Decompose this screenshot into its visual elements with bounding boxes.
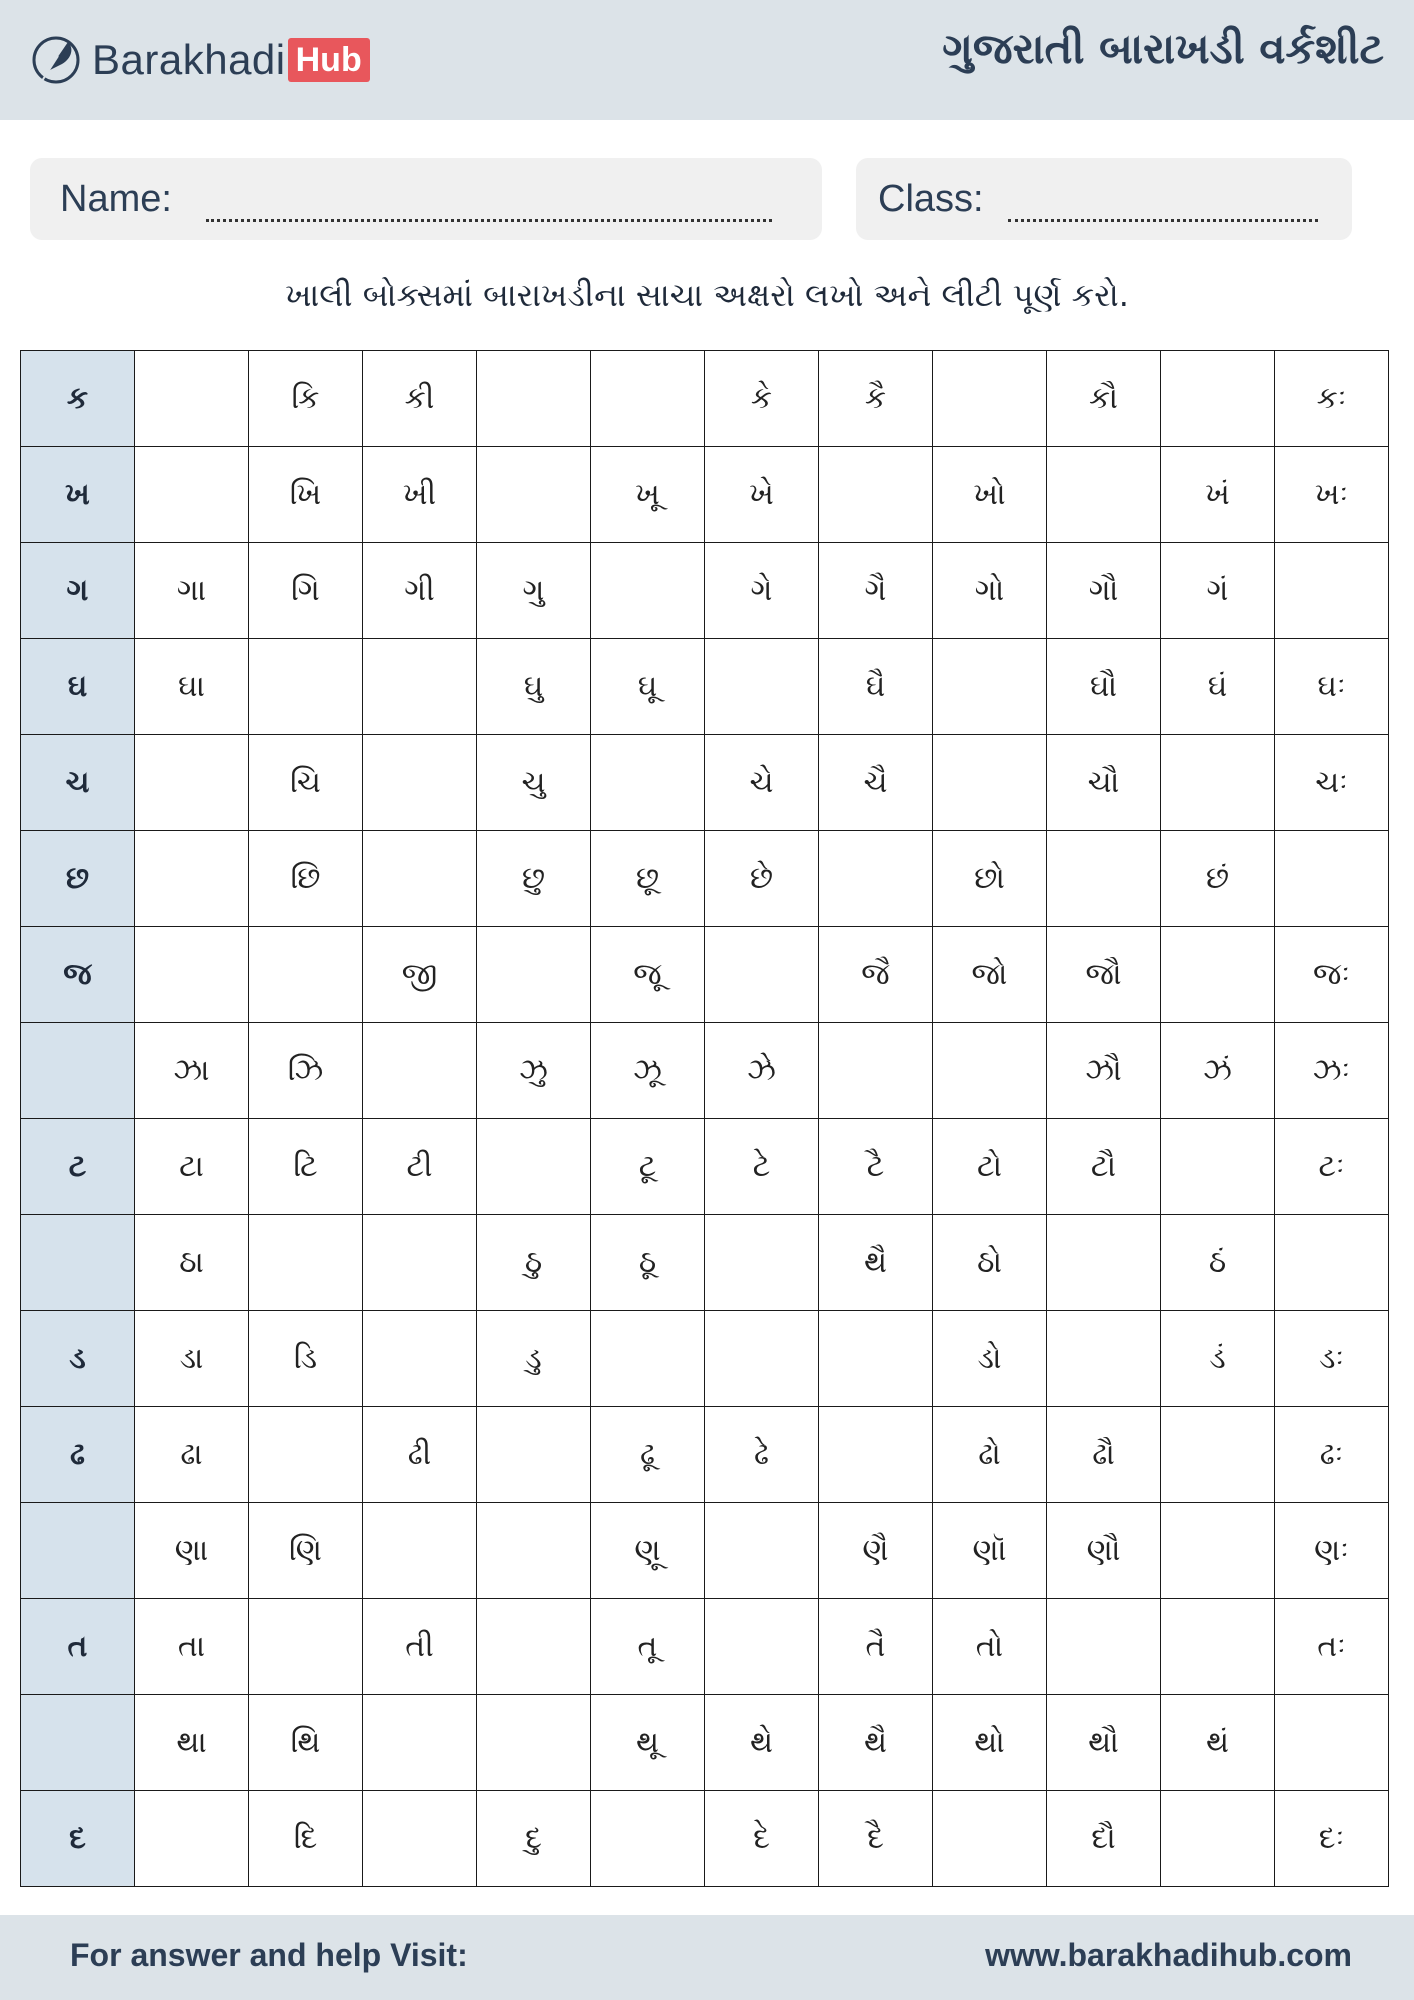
row-consonant-header: ટ bbox=[21, 1119, 135, 1215]
filled-cell: ણૈ bbox=[819, 1503, 933, 1599]
filled-cell: જો bbox=[933, 927, 1047, 1023]
filled-cell: કી bbox=[363, 351, 477, 447]
blank-answer-cell[interactable] bbox=[591, 351, 705, 447]
filled-cell: ણા bbox=[135, 1503, 249, 1599]
blank-answer-cell[interactable] bbox=[1161, 1599, 1275, 1695]
filled-cell: ઘૈ bbox=[819, 639, 933, 735]
footer-help-text: For answer and help Visit: bbox=[70, 1937, 468, 1973]
filled-cell: ચિ bbox=[249, 735, 363, 831]
filled-cell: ગા bbox=[135, 543, 249, 639]
blank-answer-cell[interactable] bbox=[477, 351, 591, 447]
grid-row bbox=[21, 1695, 1389, 1791]
filled-cell: ઝૂ bbox=[591, 1023, 705, 1119]
filled-cell: ઝઃ bbox=[1275, 1023, 1389, 1119]
instruction-text: ખાલી બોક્સમાં બારાખડીના સાચા અક્ષરો લખો અને લીટી પૂર્ણ કરો. bbox=[285, 276, 1129, 314]
filled-cell: દે bbox=[705, 1791, 819, 1887]
filled-cell: ગૌ bbox=[1047, 543, 1161, 639]
filled-cell: જૂ bbox=[591, 927, 705, 1023]
class-field[interactable] bbox=[856, 158, 1352, 240]
blank-answer-cell[interactable] bbox=[135, 351, 249, 447]
blank-answer-cell[interactable] bbox=[477, 1695, 591, 1791]
filled-cell: જઃ bbox=[1275, 927, 1389, 1023]
filled-cell: તો bbox=[933, 1599, 1047, 1695]
row-consonant-header: ડ bbox=[21, 1311, 135, 1407]
blank-answer-cell[interactable] bbox=[1275, 831, 1389, 927]
filled-cell: ખૂ bbox=[591, 447, 705, 543]
blank-answer-cell[interactable] bbox=[135, 1791, 249, 1887]
blank-answer-cell[interactable] bbox=[705, 1599, 819, 1695]
filled-cell: ખં bbox=[1161, 447, 1275, 543]
filled-cell: ઝા bbox=[135, 1023, 249, 1119]
filled-cell: ખિ bbox=[249, 447, 363, 543]
blank-answer-cell[interactable] bbox=[819, 1023, 933, 1119]
filled-cell: કઃ bbox=[1275, 351, 1389, 447]
row-consonant-header: ઢ bbox=[21, 1407, 135, 1503]
filled-cell: ગુ bbox=[477, 543, 591, 639]
filled-cell: ઠો bbox=[933, 1215, 1047, 1311]
filled-cell: ઢી bbox=[363, 1407, 477, 1503]
blank-answer-cell[interactable] bbox=[363, 1215, 477, 1311]
grid-row bbox=[21, 1119, 1389, 1215]
filled-cell: ચઃ bbox=[1275, 735, 1389, 831]
filled-cell: ઘં bbox=[1161, 639, 1275, 735]
blank-answer-cell[interactable] bbox=[477, 1599, 591, 1695]
filled-cell: ઝે bbox=[705, 1023, 819, 1119]
grid-row bbox=[21, 447, 1389, 543]
logo[interactable] bbox=[28, 26, 370, 94]
blank-answer-cell[interactable] bbox=[135, 927, 249, 1023]
blank-answer-cell[interactable] bbox=[363, 1023, 477, 1119]
header-bar bbox=[0, 0, 1414, 120]
filled-cell: છં bbox=[1161, 831, 1275, 927]
filled-cell: તી bbox=[363, 1599, 477, 1695]
row-consonant-header bbox=[21, 1023, 135, 1119]
blank-answer-cell[interactable] bbox=[135, 831, 249, 927]
blank-answer-cell[interactable] bbox=[1047, 831, 1161, 927]
filled-cell: દૌ bbox=[1047, 1791, 1161, 1887]
filled-cell: ચુ bbox=[477, 735, 591, 831]
filled-cell: કૈ bbox=[819, 351, 933, 447]
grid-row bbox=[21, 639, 1389, 735]
grid-row bbox=[21, 735, 1389, 831]
filled-cell: ગો bbox=[933, 543, 1047, 639]
blank-answer-cell[interactable] bbox=[591, 543, 705, 639]
blank-answer-cell[interactable] bbox=[249, 1599, 363, 1695]
filled-cell: તા bbox=[135, 1599, 249, 1695]
filled-cell: ટૂ bbox=[591, 1119, 705, 1215]
filled-cell: ડિ bbox=[249, 1311, 363, 1407]
filled-cell: થૈ bbox=[819, 1215, 933, 1311]
filled-cell: છે bbox=[705, 831, 819, 927]
filled-cell: ખો bbox=[933, 447, 1047, 543]
filled-cell: ગૈ bbox=[819, 543, 933, 639]
blank-answer-cell[interactable] bbox=[933, 1791, 1047, 1887]
blank-answer-cell[interactable] bbox=[135, 447, 249, 543]
row-consonant-header bbox=[21, 1215, 135, 1311]
filled-cell: દઃ bbox=[1275, 1791, 1389, 1887]
blank-answer-cell[interactable] bbox=[705, 1311, 819, 1407]
blank-answer-cell[interactable] bbox=[933, 351, 1047, 447]
filled-cell: ઘૂ bbox=[591, 639, 705, 735]
blank-answer-cell[interactable] bbox=[1161, 927, 1275, 1023]
filled-cell: થા bbox=[135, 1695, 249, 1791]
filled-cell: ઠા bbox=[135, 1215, 249, 1311]
blank-answer-cell[interactable] bbox=[1275, 543, 1389, 639]
filled-cell: ડં bbox=[1161, 1311, 1275, 1407]
blank-answer-cell[interactable] bbox=[933, 639, 1047, 735]
grid-row bbox=[21, 1407, 1389, 1503]
filled-cell: દૈ bbox=[819, 1791, 933, 1887]
filled-cell: ટે bbox=[705, 1119, 819, 1215]
blank-answer-cell[interactable] bbox=[705, 1215, 819, 1311]
filled-cell: ટી bbox=[363, 1119, 477, 1215]
filled-cell: ઘૌ bbox=[1047, 639, 1161, 735]
filled-cell: ઝુ bbox=[477, 1023, 591, 1119]
blank-answer-cell[interactable] bbox=[1161, 1503, 1275, 1599]
class-dotted-line[interactable] bbox=[1008, 219, 1318, 222]
filled-cell: ણૂ bbox=[591, 1503, 705, 1599]
blank-answer-cell[interactable] bbox=[249, 1215, 363, 1311]
blank-answer-cell[interactable] bbox=[477, 447, 591, 543]
blank-answer-cell[interactable] bbox=[705, 1503, 819, 1599]
filled-cell: જૈ bbox=[819, 927, 933, 1023]
blank-answer-cell[interactable] bbox=[363, 639, 477, 735]
barakhadi-grid bbox=[20, 350, 1389, 1887]
blank-answer-cell[interactable] bbox=[363, 1791, 477, 1887]
blank-answer-cell[interactable] bbox=[705, 639, 819, 735]
row-consonant-header bbox=[21, 1695, 135, 1791]
logo-badge: Hub bbox=[288, 38, 370, 82]
blank-answer-cell[interactable] bbox=[1161, 735, 1275, 831]
blank-answer-cell[interactable] bbox=[249, 639, 363, 735]
blank-answer-cell[interactable] bbox=[933, 1023, 1047, 1119]
footer-bar bbox=[0, 1915, 1414, 2000]
filled-cell: છો bbox=[933, 831, 1047, 927]
grid-row bbox=[21, 351, 1389, 447]
filled-cell: ખે bbox=[705, 447, 819, 543]
filled-cell: થે bbox=[705, 1695, 819, 1791]
row-consonant-header: ચ bbox=[21, 735, 135, 831]
row-consonant-header: છ bbox=[21, 831, 135, 927]
filled-cell: ટો bbox=[933, 1119, 1047, 1215]
grid-row bbox=[21, 1791, 1389, 1887]
blank-answer-cell[interactable] bbox=[1275, 1215, 1389, 1311]
filled-cell: ઘા bbox=[135, 639, 249, 735]
filled-cell: ઠૂ bbox=[591, 1215, 705, 1311]
filled-cell: ટૌ bbox=[1047, 1119, 1161, 1215]
grid-row bbox=[21, 543, 1389, 639]
filled-cell: ખી bbox=[363, 447, 477, 543]
grid-row bbox=[21, 1311, 1389, 1407]
filled-cell: ણૉ bbox=[933, 1503, 1047, 1599]
filled-cell: ડો bbox=[933, 1311, 1047, 1407]
blank-answer-cell[interactable] bbox=[1047, 1311, 1161, 1407]
blank-answer-cell[interactable] bbox=[1047, 447, 1161, 543]
name-field[interactable] bbox=[30, 158, 822, 240]
filled-cell: છિ bbox=[249, 831, 363, 927]
filled-cell: તઃ bbox=[1275, 1599, 1389, 1695]
filled-cell: ગિ bbox=[249, 543, 363, 639]
filled-cell: ટા bbox=[135, 1119, 249, 1215]
filled-cell: થિ bbox=[249, 1695, 363, 1791]
blank-answer-cell[interactable] bbox=[1161, 351, 1275, 447]
filled-cell: કે bbox=[705, 351, 819, 447]
filled-cell: છુ bbox=[477, 831, 591, 927]
blank-answer-cell[interactable] bbox=[819, 447, 933, 543]
filled-cell: છૂ bbox=[591, 831, 705, 927]
row-consonant-header: જ bbox=[21, 927, 135, 1023]
blank-answer-cell[interactable] bbox=[705, 927, 819, 1023]
filled-cell: થૌ bbox=[1047, 1695, 1161, 1791]
filled-cell: દુ bbox=[477, 1791, 591, 1887]
filled-cell: ડુ bbox=[477, 1311, 591, 1407]
filled-cell: દિ bbox=[249, 1791, 363, 1887]
filled-cell: ગે bbox=[705, 543, 819, 639]
filled-cell: ઢૌ bbox=[1047, 1407, 1161, 1503]
grid-row bbox=[21, 1215, 1389, 1311]
blank-answer-cell[interactable] bbox=[477, 927, 591, 1023]
blank-answer-cell[interactable] bbox=[1161, 1791, 1275, 1887]
filled-cell: ગં bbox=[1161, 543, 1275, 639]
blank-answer-cell[interactable] bbox=[363, 1503, 477, 1599]
row-consonant-header: ઘ bbox=[21, 639, 135, 735]
blank-answer-cell[interactable] bbox=[591, 1791, 705, 1887]
row-consonant-header: ક bbox=[21, 351, 135, 447]
blank-answer-cell[interactable] bbox=[477, 1503, 591, 1599]
blank-answer-cell[interactable] bbox=[1047, 1215, 1161, 1311]
filled-cell: ઠં bbox=[1161, 1215, 1275, 1311]
blank-answer-cell[interactable] bbox=[1275, 1695, 1389, 1791]
blank-answer-cell[interactable] bbox=[363, 1311, 477, 1407]
blank-answer-cell[interactable] bbox=[477, 1407, 591, 1503]
logo-text: Barakhadi bbox=[92, 36, 286, 83]
filled-cell: ટૈ bbox=[819, 1119, 933, 1215]
filled-cell: ઠુ bbox=[477, 1215, 591, 1311]
grid-row bbox=[21, 927, 1389, 1023]
filled-cell: થં bbox=[1161, 1695, 1275, 1791]
blank-answer-cell[interactable] bbox=[819, 831, 933, 927]
blank-answer-cell[interactable] bbox=[819, 1311, 933, 1407]
blank-answer-cell[interactable] bbox=[363, 735, 477, 831]
blank-answer-cell[interactable] bbox=[363, 1695, 477, 1791]
filled-cell: જૌ bbox=[1047, 927, 1161, 1023]
name-label: Name: bbox=[60, 178, 172, 220]
blank-answer-cell[interactable] bbox=[135, 735, 249, 831]
blank-answer-cell[interactable] bbox=[591, 735, 705, 831]
filled-cell: થો bbox=[933, 1695, 1047, 1791]
filled-cell: થૂ bbox=[591, 1695, 705, 1791]
blank-answer-cell[interactable] bbox=[249, 1407, 363, 1503]
row-consonant-header: દ bbox=[21, 1791, 135, 1887]
grid-row bbox=[21, 1023, 1389, 1119]
filled-cell: ઘઃ bbox=[1275, 639, 1389, 735]
filled-cell: ડા bbox=[135, 1311, 249, 1407]
grid-row bbox=[21, 1599, 1389, 1695]
class-label: Class: bbox=[878, 178, 984, 220]
filled-cell: ણિ bbox=[249, 1503, 363, 1599]
filled-cell: ખઃ bbox=[1275, 447, 1389, 543]
page-title: ગુજરાતી બારાખડી વર્કશીટ bbox=[942, 24, 1384, 73]
filled-cell: ણૌ bbox=[1047, 1503, 1161, 1599]
row-consonant-header: ખ bbox=[21, 447, 135, 543]
grid-row bbox=[21, 831, 1389, 927]
filled-cell: ચે bbox=[705, 735, 819, 831]
filled-cell: ઢૂ bbox=[591, 1407, 705, 1503]
row-consonant-header: ગ bbox=[21, 543, 135, 639]
blank-answer-cell[interactable] bbox=[1161, 1407, 1275, 1503]
filled-cell: ઝૌ bbox=[1047, 1023, 1161, 1119]
blank-answer-cell[interactable] bbox=[591, 1311, 705, 1407]
filled-cell: કૌ bbox=[1047, 351, 1161, 447]
filled-cell: કિ bbox=[249, 351, 363, 447]
filled-cell: ડઃ bbox=[1275, 1311, 1389, 1407]
filled-cell: થૈ bbox=[819, 1695, 933, 1791]
filled-cell: ટિ bbox=[249, 1119, 363, 1215]
name-dotted-line[interactable] bbox=[206, 219, 772, 222]
filled-cell: ટઃ bbox=[1275, 1119, 1389, 1215]
footer-website-link[interactable]: www.barakhadihub.com bbox=[985, 1937, 1352, 1973]
filled-cell: ઢે bbox=[705, 1407, 819, 1503]
row-consonant-header bbox=[21, 1503, 135, 1599]
filled-cell: ઢા bbox=[135, 1407, 249, 1503]
blank-answer-cell[interactable] bbox=[1161, 1119, 1275, 1215]
blank-answer-cell[interactable] bbox=[933, 735, 1047, 831]
row-consonant-header: ત bbox=[21, 1599, 135, 1695]
filled-cell: તૂ bbox=[591, 1599, 705, 1695]
filled-cell: ઢો bbox=[933, 1407, 1047, 1503]
blank-answer-cell[interactable] bbox=[477, 1119, 591, 1215]
filled-cell: ઘુ bbox=[477, 639, 591, 735]
filled-cell: ગી bbox=[363, 543, 477, 639]
blank-answer-cell[interactable] bbox=[249, 927, 363, 1023]
blank-answer-cell[interactable] bbox=[819, 1407, 933, 1503]
filled-cell: ણઃ bbox=[1275, 1503, 1389, 1599]
filled-cell: તૈ bbox=[819, 1599, 933, 1695]
filled-cell: ઢઃ bbox=[1275, 1407, 1389, 1503]
blank-answer-cell[interactable] bbox=[363, 831, 477, 927]
filled-cell: ઝં bbox=[1161, 1023, 1275, 1119]
filled-cell: ચૈ bbox=[819, 735, 933, 831]
filled-cell: ઝિ bbox=[249, 1023, 363, 1119]
blank-answer-cell[interactable] bbox=[1047, 1599, 1161, 1695]
quill-logo-icon bbox=[28, 32, 84, 88]
filled-cell: જી bbox=[363, 927, 477, 1023]
filled-cell: ચૌ bbox=[1047, 735, 1161, 831]
grid-row bbox=[21, 1503, 1389, 1599]
